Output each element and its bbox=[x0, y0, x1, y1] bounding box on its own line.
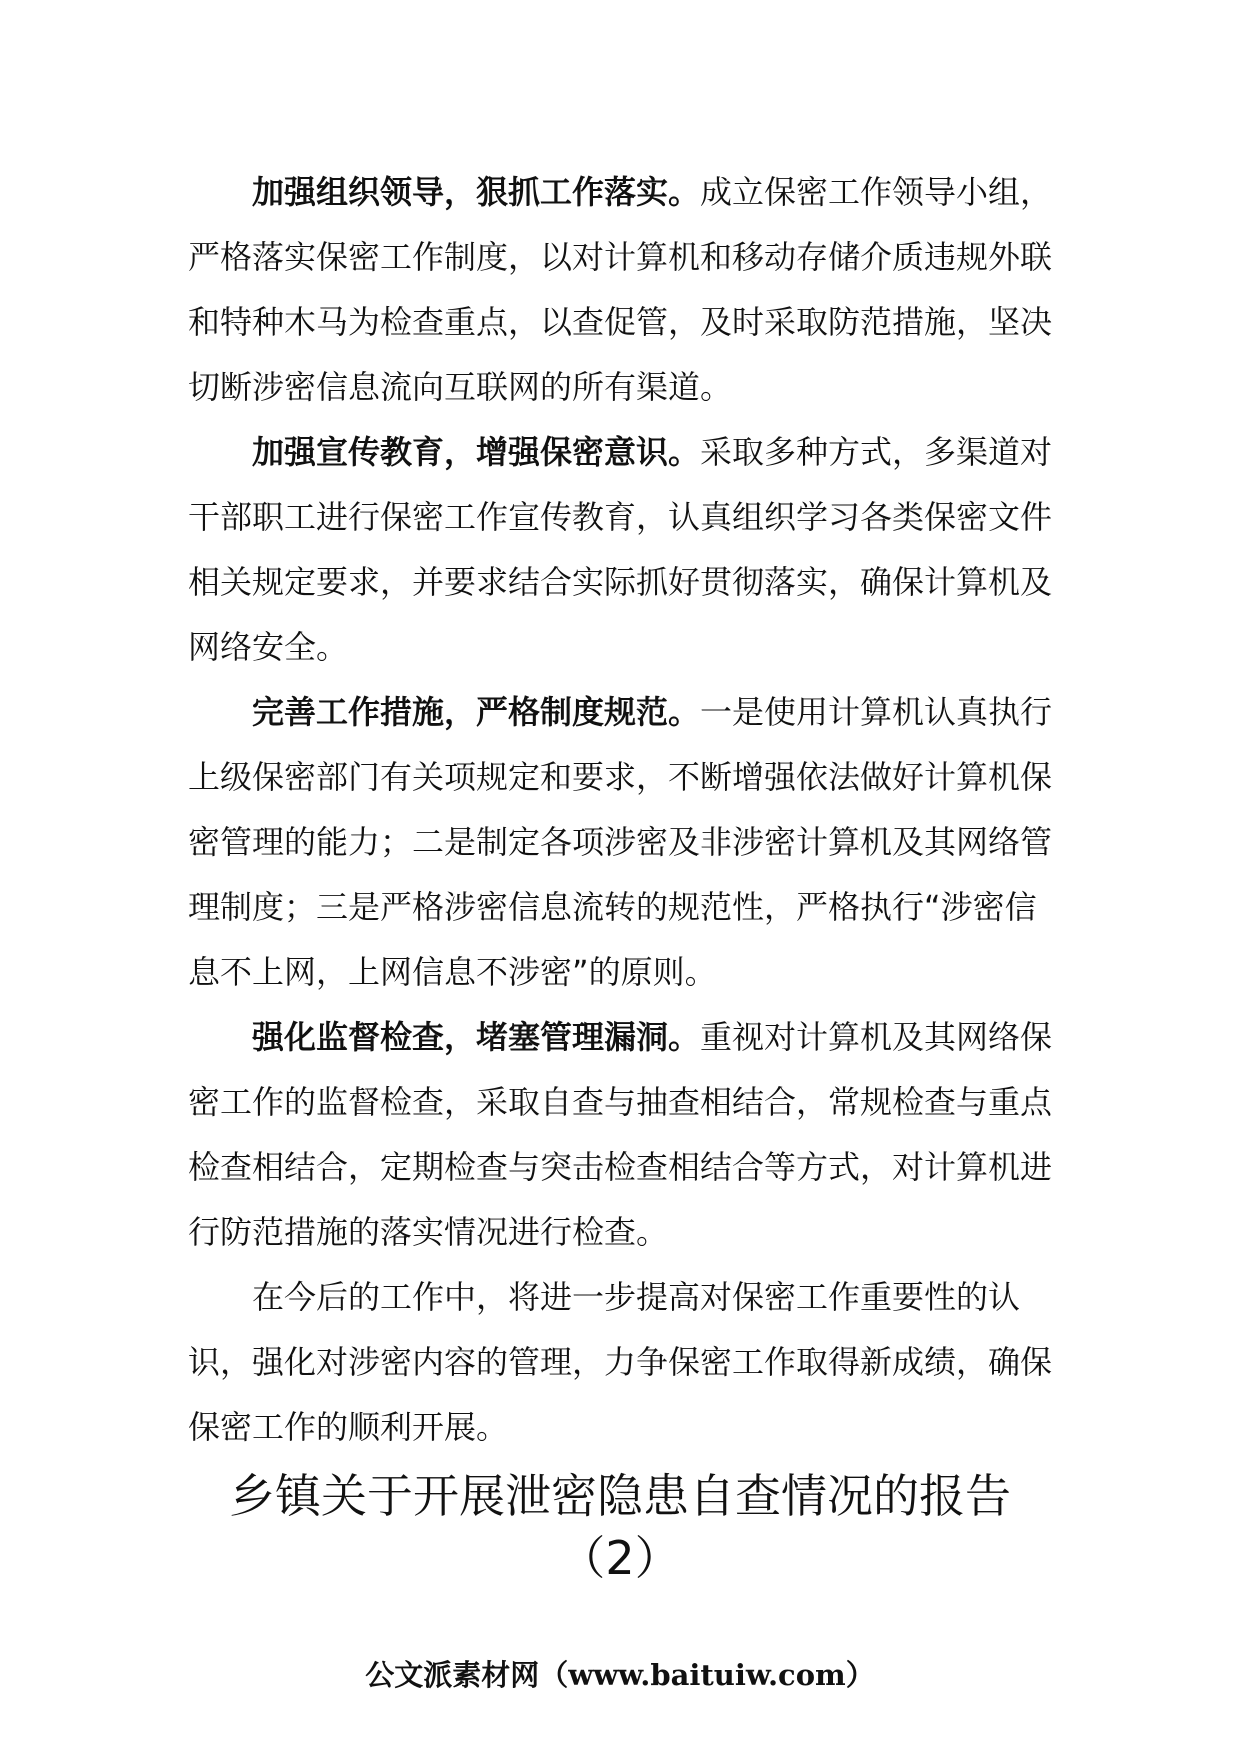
paragraph-heading: 完善工作措施，严格制度规范。 bbox=[252, 693, 701, 731]
paragraph-publicity bbox=[188, 420, 1058, 680]
paragraph-text: 成立保密工作领导小组，严格落实保密工作制度，以对计算机和移动存储介质违规外联和特种木马为检查重点，以查促管，及时采取防范措施，坚决切断涉密信息流向互联网的所有渠道。 bbox=[188, 173, 1053, 406]
document-title-line: 乡镇关于开展泄密隐患自查情况的报告 bbox=[229, 1469, 1011, 1523]
document-body bbox=[188, 160, 1058, 1460]
document-title-number: （2） bbox=[559, 1531, 681, 1585]
paragraph-measures bbox=[188, 680, 1058, 1005]
paragraph-text: 重视对计算机及其网络保密工作的监督检查，采取自查与抽查相结合，常规检查与重点检查相结合，定期检查与突击检查相结合等方式，对计算机进行防范措施的落实情况进行检查。 bbox=[188, 1018, 1053, 1251]
source-footer: 公文派素材网（www.baituiw.com） bbox=[365, 1658, 875, 1692]
paragraph-heading: 强化监督检查，堵塞管理漏洞。 bbox=[252, 1018, 701, 1056]
paragraph-supervision bbox=[188, 1005, 1058, 1265]
paragraph-organization bbox=[188, 160, 1058, 420]
paragraph-text: 在今后的工作中，将进一步提高对保密工作重要性的认识，强化对涉密内容的管理，力争保密工作取得新成绩，确保保密工作的顺利开展。 bbox=[188, 1278, 1053, 1446]
paragraph-conclusion bbox=[188, 1265, 1058, 1460]
paragraph-text: 一是使用计算机认真执行上级保密部门有关项规定和要求，不断增强依法做好计算机保密管理的能力；二是制定各项涉密及非涉密计算机及其网络管理制度；三是严格涉密信息流转的规范性，严格执行“涉密信息不上网，上网信息不涉密”的原则。 bbox=[188, 693, 1053, 991]
document-title bbox=[150, 1465, 1090, 1589]
paragraph-heading: 加强宣传教育，增强保密意识。 bbox=[252, 433, 701, 471]
paragraph-text: 采取多种方式，多渠道对干部职工进行保密工作宣传教育，认真组织学习各类保密文件相关规定要求，并要求结合实际抓好贯彻落实，确保计算机及网络安全。 bbox=[188, 433, 1053, 666]
paragraph-heading: 加强组织领导，狠抓工作落实。 bbox=[252, 173, 701, 211]
